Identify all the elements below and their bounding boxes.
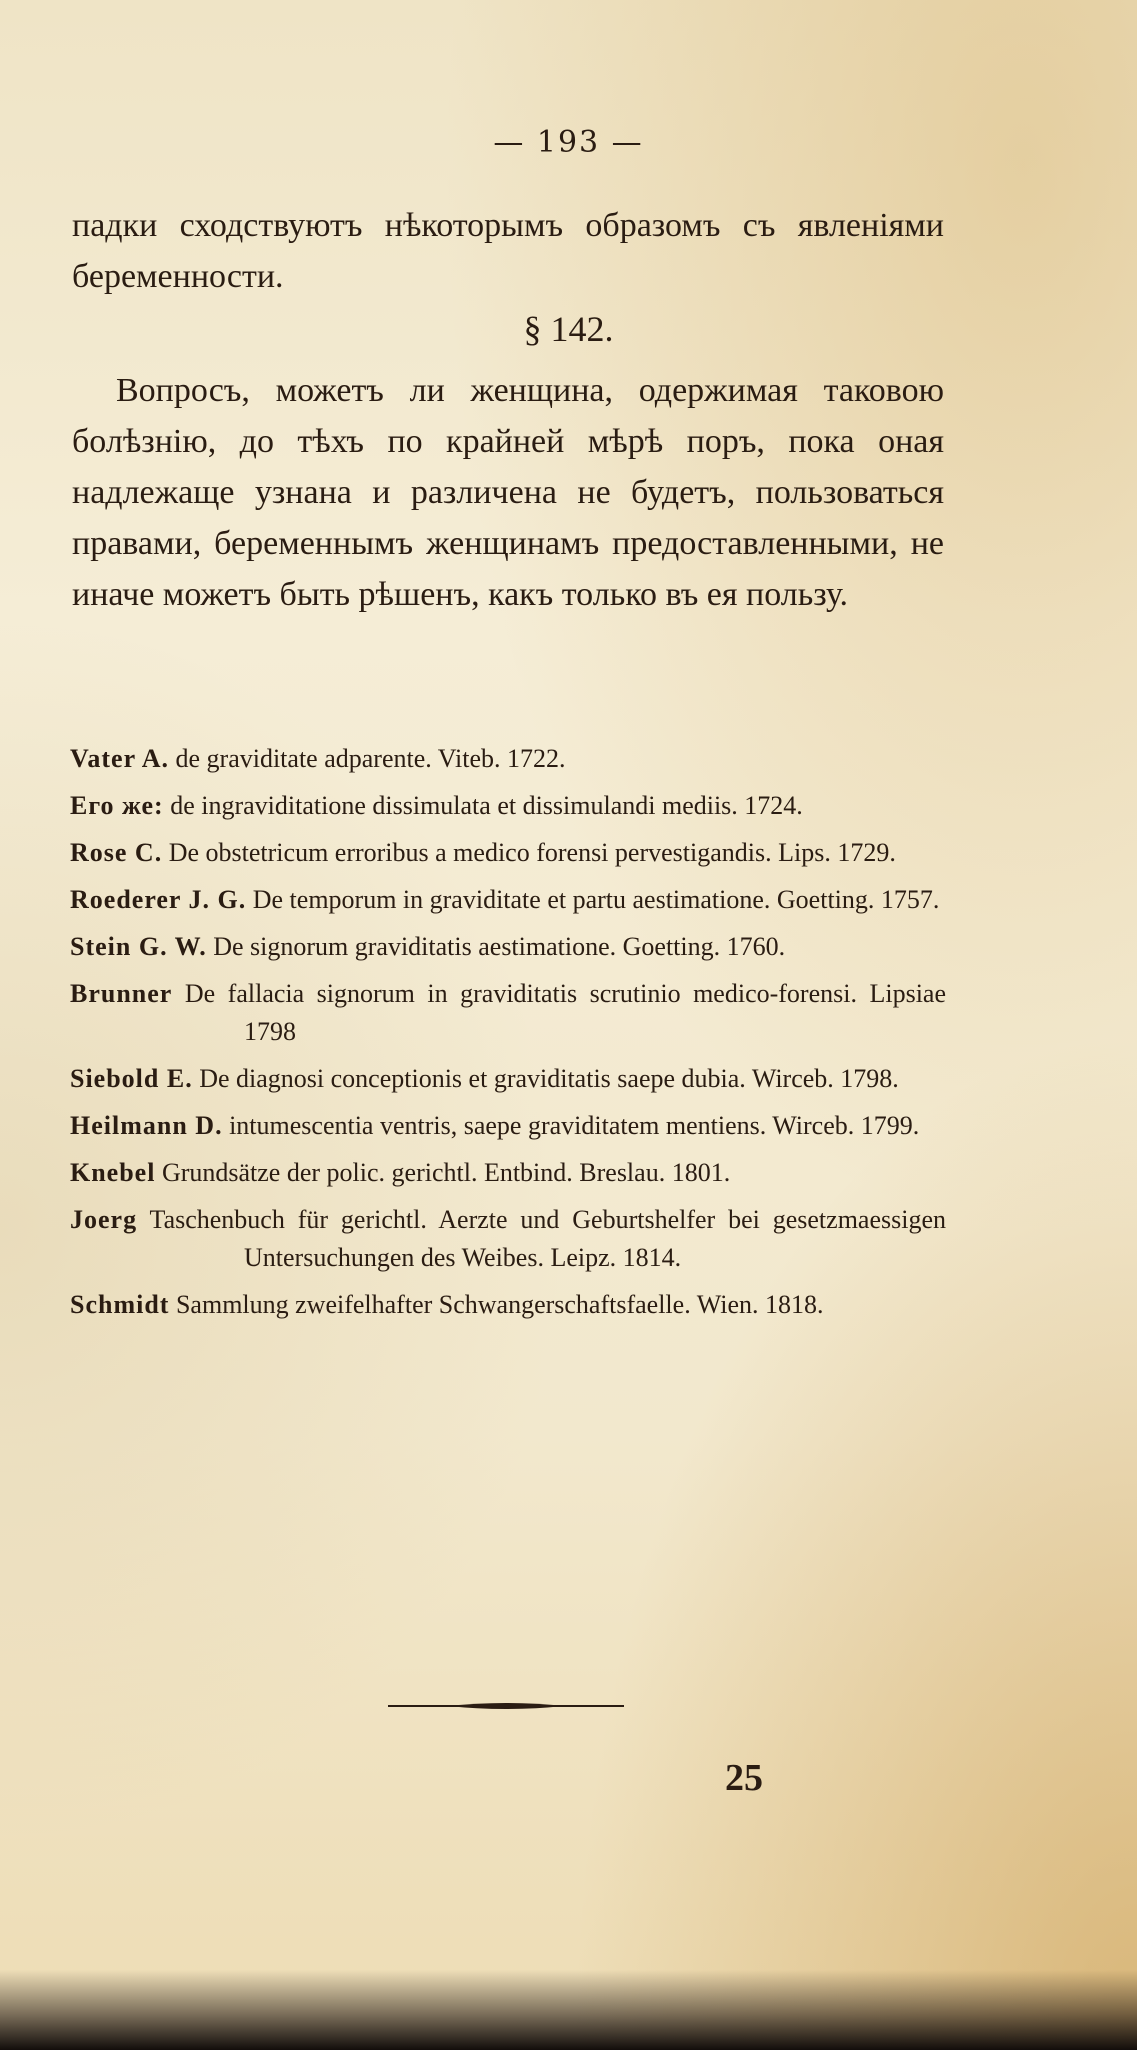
reference-item — [70, 834, 946, 872]
reference-author: Его же: — [70, 791, 164, 820]
reference-author: Rose C. — [70, 838, 163, 867]
reference-list — [70, 740, 946, 1333]
body-paragraph: Вопросъ, можетъ ли женщина, одержимая таковою болѣзнію, до тѣхъ по крайней мѣрѣ поръ, пока оная надлежаще узнана и различена не будетъ, пользоваться правами, беременнымъ женщинамъ предоставленными, не иначе можетъ быть рѣшенъ, какъ только въ ея пользу. — [72, 372, 944, 613]
reference-text: De signorum graviditatis aestimatione. Goetting. 1760. — [213, 932, 786, 961]
reference-author: Joerg — [70, 1205, 138, 1234]
section-heading: § 142. — [523, 309, 614, 349]
reference-item — [70, 1107, 946, 1145]
reference-author: Roederer J. G. — [70, 885, 247, 914]
reference-author: Siebold E. — [70, 1064, 193, 1093]
page-edge-shadow — [0, 1970, 1137, 2050]
reference-item — [70, 740, 946, 778]
page-number: — 193 — — [493, 125, 644, 160]
reference-item — [70, 787, 946, 825]
reference-author: Heilmann D. — [70, 1111, 223, 1140]
reference-item — [70, 928, 946, 966]
reference-author: Vater A. — [70, 744, 169, 773]
ornamental-rule — [388, 1701, 624, 1711]
reference-author: Knebel — [70, 1158, 156, 1187]
signature-mark: 25 — [725, 1757, 763, 1799]
reference-text: De obstetricum erroribus a medico forensi pervestigandis. Lips. 1729. — [168, 838, 896, 867]
reference-item — [70, 975, 946, 1051]
reference-author: Brunner — [70, 979, 173, 1008]
reference-item — [70, 1286, 946, 1324]
reference-item — [70, 1060, 946, 1098]
reference-item — [70, 881, 946, 919]
reference-text: de graviditate adparente. Viteb. 1722. — [175, 744, 566, 773]
reference-author: Stein G. W. — [70, 932, 207, 961]
reference-text: Grundsätze der polic. gerichtl. Entbind. Breslau. 1801. — [161, 1158, 731, 1187]
reference-text: Taschenbuch für gerichtl. Aerzte und Geburtshelfer bei gesetzmaessigen Untersuchungen des Weibes. Leipz. 1814. — [149, 1205, 946, 1272]
reference-text: intumescentia ventris, saepe graviditatem mentiens. Wirceb. 1799. — [229, 1111, 920, 1140]
reference-item — [70, 1201, 946, 1277]
reference-text: De fallacia signorum in graviditatis scrutinio medico-forensi. Lipsiae 1798 — [184, 979, 946, 1046]
reference-text: de ingraviditatione dissimulata et dissimulandi mediis. 1724. — [170, 791, 803, 820]
reference-item — [70, 1154, 946, 1192]
reference-text: Sammlung zweifelhafter Schwangerschaftsfaelle. Wien. 1818. — [175, 1290, 824, 1319]
continuation-text: падки сходствуютъ нѣкоторымъ образомъ съ явленіями беременности. — [72, 207, 944, 295]
reference-text: De temporum in graviditate et partu aestimatione. Goetting. 1757. — [252, 885, 940, 914]
reference-author: Schmidt — [70, 1290, 170, 1319]
reference-text: De diagnosi conceptionis et graviditatis saepe dubia. Wirceb. 1798. — [199, 1064, 899, 1093]
